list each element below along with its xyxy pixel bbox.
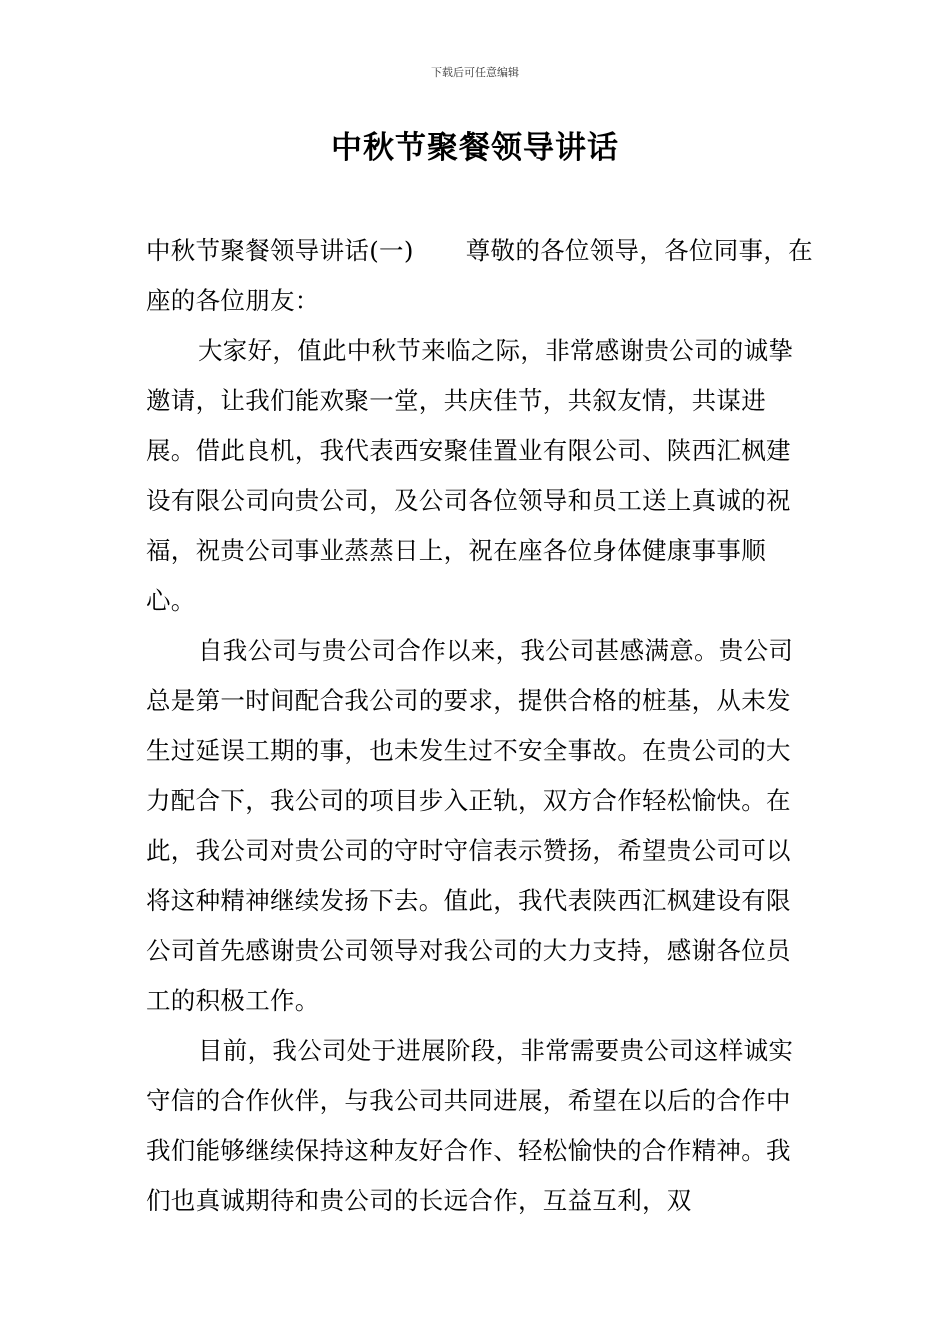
document-title: 中秋节聚餐领导讲话 [331, 130, 619, 166]
paragraph-1: 大家好，值此中秋节来临之际，非常感谢贵公司的诚挚邀请，让我们能欢聚一堂，共庆佳节，共叙友情，共谋进展。借此良机，我代表西安聚佳置业有限公司、陕西汇枫建设有限公司向贵公司，及公司各位领导和员工送上真诚的祝福，祝贵公司事业蒸蒸日上，祝在座各位身体健康事事顺心。 [146, 336, 794, 615]
greeting: 尊敬的各位领导，各位同事，在座的各位朋友： [146, 236, 813, 315]
opening-line [146, 226, 814, 326]
paragraph-3: 目前，我公司处于进展阶段，非常需要贵公司这样诚实守信的合作伙伴，与我公司共同进展，希望在以后的合作中我们能够继续保持这种友好合作、轻松愉快的合作精神。我们也真诚期待和贵公司的长远合作，互益互利，双 [146, 1036, 794, 1215]
document-body [146, 226, 814, 1226]
header-note: 下载后可任意编辑 [431, 66, 519, 79]
speech-subtitle: 中秋节聚餐领导讲话(一) [146, 236, 414, 265]
paragraph-2: 自我公司与贵公司合作以来，我公司甚感满意。贵公司总是第一时间配合我公司的要求，提供合格的桩基，从未发生过延误工期的事，也未发生过不安全事故。在贵公司的大力配合下，我公司的项目步入正轨，双方合作轻松愉快。在此，我公司对贵公司的守时守信表示赞扬，希望贵公司可以将这种精神继续发扬下去。值此，我代表陕西汇枫建设有限公司首先感谢贵公司领导对我公司的大力支持，感谢各位员工的积极工作。 [146, 636, 794, 1015]
